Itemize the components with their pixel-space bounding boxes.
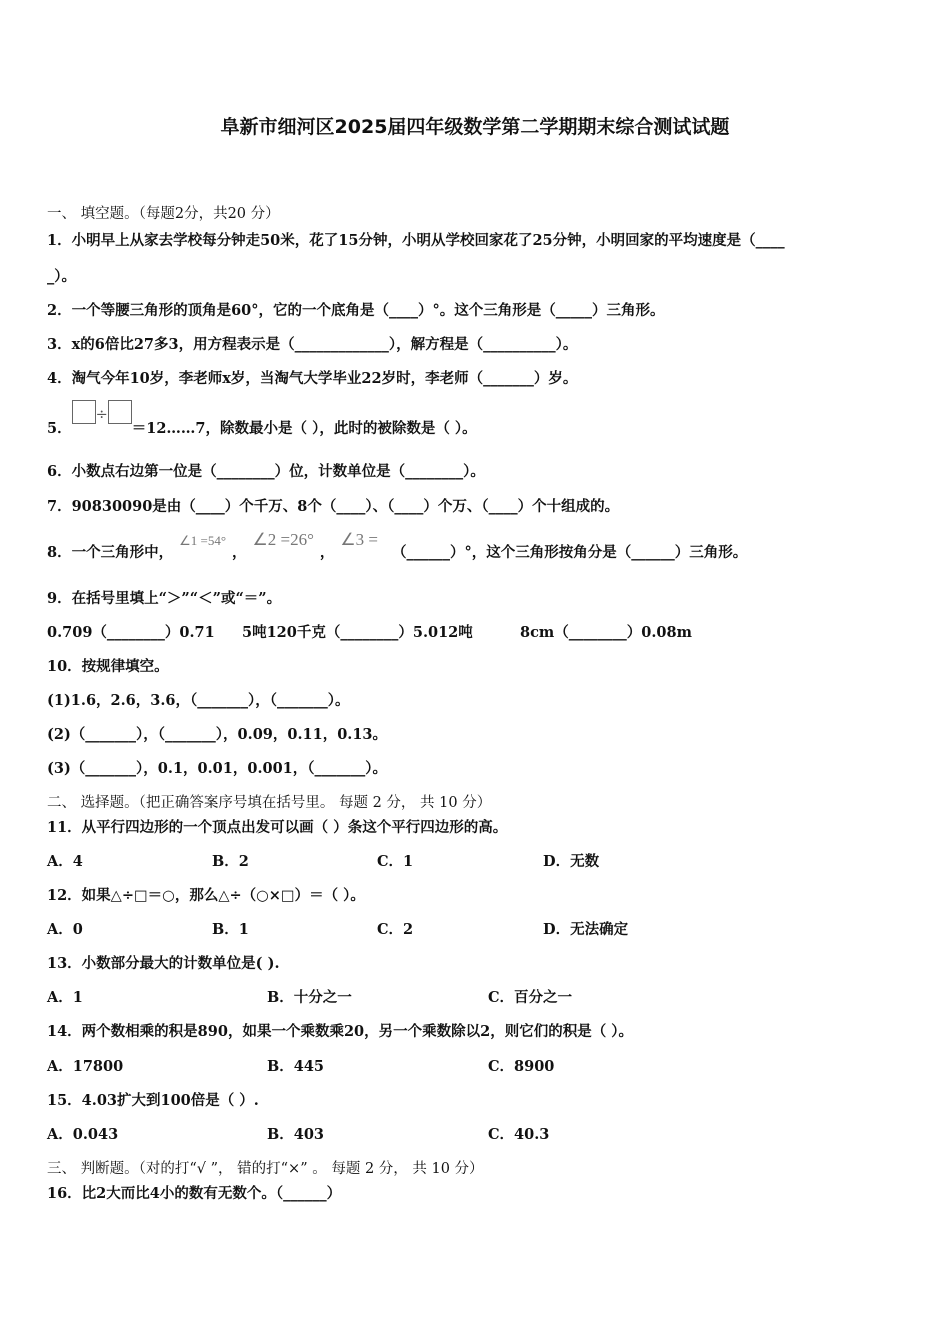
q9-item-1: 0.709（________）0.71 (47, 624, 215, 641)
section-heading-choice: 二、 选择题。（把正确答案序号填在括号里。 每题 2 分， 共 10 分） (47, 795, 492, 811)
q15-option-a: A．0.043 (47, 1126, 119, 1143)
section-heading-fill-in: 一、 填空题。（每题2分，共20 分） (47, 206, 280, 222)
question-10-part-2: (2)（_______），（_______），0.09，0.11，0.13。 (47, 726, 388, 743)
angle-3-label: ∠3 = (340, 530, 378, 549)
question-8-prefix: 8．一个三角形中， (47, 544, 174, 561)
q15-option-b: B．403 (267, 1126, 325, 1143)
q11-option-d: D．无数 (543, 853, 600, 870)
q13-option-b: B．十分之一 (267, 989, 352, 1006)
question-3: 3．x的6倍比27多3，用方程表示是（_____________），解方程是（__________）。 (47, 336, 578, 353)
q12-option-a: A．0 (47, 921, 83, 938)
section-heading-judgment: 三、 判断题。（对的打“√ ”， 错的打“×” 。 每题 2 分， 共 10 分） (47, 1161, 484, 1177)
question-11: 11．从平行四边形的一个顶点出发可以画（ ）条这个平行四边形的高。 (47, 819, 508, 836)
question-12: 12．如果△÷□＝○，那么△÷（○×□）＝（ ）。 (47, 887, 365, 904)
question-5 (47, 407, 477, 438)
q9-item-3: 8cm（________）0.08m (520, 624, 692, 641)
question-8-rest: （______）°，这个三角形按角分是（______）三角形。 (392, 544, 748, 561)
question-5-number: 5． (47, 420, 72, 437)
q9-item-2: 5吨120千克（________）5.012吨 (242, 624, 473, 641)
question-16: 16．比2大而比4小的数有无数个。（______） (47, 1185, 342, 1202)
separator: ， (232, 544, 247, 561)
separator: ， (319, 544, 335, 561)
q14-option-a: A．17800 (47, 1058, 124, 1075)
page-title: 阜新市细河区2025届四年级数学第二学期期末综合测试试题 (220, 116, 730, 138)
q13-option-a: A．1 (47, 989, 83, 1006)
question-2: 2．一个等腰三角形的顶角是60°，它的一个底角是（____）°。这个三角形是（_____）三角形。 (47, 302, 665, 319)
q14-option-b: B．445 (267, 1058, 325, 1075)
q12-option-d: D．无法确定 (543, 921, 629, 938)
q11-option-c: C．1 (377, 853, 414, 870)
q11-option-b: B．2 (212, 853, 249, 870)
q12-option-b: B．1 (212, 921, 249, 938)
q14-option-c: C．8900 (488, 1058, 555, 1075)
question-1-line-1: 1．小明早上从家去学校每分钟走50米，花了15分钟，小明从学校回家花了25分钟，小明回家的平均速度是（____ (47, 232, 785, 249)
question-5-rest: ＝12……7，除数最小是（ ），此时的被除数是（ ）。 (131, 420, 477, 437)
question-10: 10．按规律填空。 (47, 658, 169, 675)
q12-option-c: C．2 (377, 921, 414, 938)
angle-1-label: ∠1 =54° (179, 533, 227, 548)
question-15: 15．4.03扩大到100倍是（ ）. (47, 1092, 259, 1109)
q11-option-a: A．4 (47, 853, 83, 870)
blank-box-divisor (108, 400, 132, 424)
question-13: 13．小数部分最大的计数单位是( ). (47, 955, 280, 972)
angle-2-label: ∠2 =26° (252, 530, 314, 549)
question-14: 14．两个数相乘的积是890，如果一个乘数乘20，另一个乘数除以2，则它们的积是（ ）。 (47, 1023, 634, 1040)
blank-box-dividend (72, 400, 96, 424)
question-6: 6．小数点右边第一位是（________）位，计数单位是（________）。 (47, 463, 485, 480)
question-4: 4．淘气今年10岁，李老师x岁，当淘气大学毕业22岁时，李老师（_______）岁。 (47, 370, 578, 387)
q13-option-c: C．百分之一 (488, 989, 573, 1006)
question-10-part-1: (1)1.6，2.6，3.6，（_______），（_______）。 (47, 692, 350, 709)
question-10-part-3: (3)（_______），0.1，0.01，0.001，（_______）。 (47, 760, 388, 777)
question-1-line-2: _）。 (47, 268, 76, 285)
question-9: 9．在括号里填上“＞”“＜”或“＝”。 (47, 590, 282, 607)
question-8 (47, 530, 748, 562)
q15-option-c: C．40.3 (488, 1126, 550, 1143)
division-sign: ÷ (95, 407, 108, 423)
question-7: 7．90830090是由（____）个千万、8个（____）、（____）个万、（____）个十组成的。 (47, 498, 620, 515)
